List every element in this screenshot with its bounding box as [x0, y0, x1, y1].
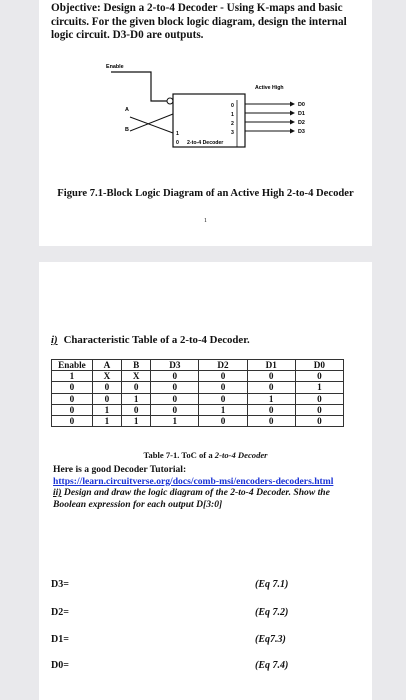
table-cell: 0: [52, 416, 93, 427]
output-d0-arrow: [290, 102, 295, 107]
table-cell: 0: [52, 404, 93, 415]
table-cell: 0: [247, 382, 295, 393]
output-d1-arrow: [290, 111, 295, 116]
objective-text: Objective: Design a 2-to-4 Decoder - Using K-maps and basic circuits. For the given block logic diagram, design the internal logic circuit. D3-D0 are outputs.: [51, 2, 347, 42]
table-cell: 0: [199, 371, 247, 382]
table-cell: X: [122, 371, 151, 382]
output-d1-label: D1: [298, 111, 305, 117]
table-cell: 1: [92, 404, 121, 415]
design-task: [53, 487, 363, 510]
input-a-label: A: [125, 107, 129, 113]
table-cell: X: [92, 371, 121, 382]
output-pin-3: 3: [231, 130, 234, 136]
table-row: [52, 393, 344, 404]
enable-label: Enable: [106, 64, 124, 70]
equation-number: (Eq 7.1): [255, 579, 289, 590]
header-d0: D0: [295, 360, 343, 371]
decoder-block-diagram: [39, 0, 372, 185]
table-caption-italic: 2-to-4 Decoder: [214, 450, 268, 460]
table-cell: 0: [199, 393, 247, 404]
section-title: Characteristic Table of a 2-to-4 Decoder.: [63, 334, 250, 346]
header-a: A: [92, 360, 121, 371]
table-cell: 0: [151, 404, 199, 415]
header-d1: D1: [247, 360, 295, 371]
truth-table: [51, 359, 344, 427]
table-cell: 1: [247, 393, 295, 404]
enable-bubble: [167, 98, 173, 104]
table-cell: 1: [122, 416, 151, 427]
table-cell: 0: [295, 416, 343, 427]
table-cell: 1: [52, 371, 93, 382]
table-cell: 1: [295, 382, 343, 393]
section-heading: [51, 334, 250, 346]
table-cell: 0: [52, 393, 93, 404]
decoder-name-label: 2-to-4 Decoder: [187, 140, 224, 146]
equation-number: (Eq 7.2): [255, 607, 289, 618]
table-caption-prefix: Table 7-1. ToC of a: [143, 450, 215, 460]
table-row: [52, 371, 344, 382]
equation-lhs: D1=: [51, 634, 69, 645]
table-cell: 0: [151, 393, 199, 404]
table-row: [52, 382, 344, 393]
table-cell: 0: [122, 382, 151, 393]
table-cell: 1: [199, 404, 247, 415]
table-cell: 0: [295, 371, 343, 382]
header-d3: D3: [151, 360, 199, 371]
table-cell: 0: [247, 416, 295, 427]
table-cell: 1: [92, 416, 121, 427]
input-pin-1: 1: [176, 131, 179, 137]
table-cell: 0: [92, 393, 121, 404]
page-two: [39, 262, 372, 700]
table-cell: 0: [295, 393, 343, 404]
output-d2-label: D2: [298, 120, 305, 126]
output-d3-arrow: [290, 129, 295, 134]
table-cell: 0: [247, 404, 295, 415]
table-cell: 1: [151, 416, 199, 427]
output-d0-label: D0: [298, 102, 305, 108]
output-pin-2: 2: [231, 121, 234, 127]
tutorial-block: [53, 464, 363, 510]
header-d2: D2: [199, 360, 247, 371]
figure-caption: Figure 7.1-Block Logic Diagram of an Active High 2-to-4 Decoder: [57, 188, 354, 199]
table-cell: 0: [92, 382, 121, 393]
table-caption: [39, 450, 372, 460]
input-b-wire: [130, 114, 173, 131]
output-d3-label: D3: [298, 129, 305, 135]
input-pin-0: 0: [176, 140, 179, 146]
active-high-label: Active High: [255, 85, 284, 91]
table-header-row: [52, 360, 344, 371]
tutorial-intro: Here is a good Decoder Tutorial:: [53, 464, 187, 475]
header-enable: Enable: [52, 360, 93, 371]
table-cell: 0: [199, 382, 247, 393]
equation-lhs: D0=: [51, 660, 69, 671]
header-b: B: [122, 360, 151, 371]
enable-wire: [111, 72, 167, 101]
table-cell: 0: [295, 404, 343, 415]
page-number: 1: [204, 218, 207, 224]
table-cell: 0: [122, 404, 151, 415]
table-cell: 0: [151, 382, 199, 393]
table-row: [52, 404, 344, 415]
input-a-wire: [130, 117, 173, 133]
page-one: [39, 0, 372, 246]
equation-lhs: D2=: [51, 607, 69, 618]
section-number: i): [51, 334, 58, 346]
tutorial-link[interactable]: https://learn.circuitverse.org/docs/comb-msi/encoders-decoders.html: [53, 475, 334, 487]
table-cell: 0: [151, 371, 199, 382]
equation-lhs: D3=: [51, 579, 69, 590]
table-cell: 1: [122, 393, 151, 404]
table-row: [52, 416, 344, 427]
output-pin-0: 0: [231, 103, 234, 109]
output-pin-1: 1: [231, 112, 234, 118]
output-d2-arrow: [290, 120, 295, 125]
design-task-text: Design and draw the logic diagram of the 2-to-4 Decoder. Show the Boolean expression for each output D[3:0]: [53, 487, 330, 510]
design-task-number: ii): [53, 487, 62, 498]
table-cell: 0: [247, 371, 295, 382]
input-b-label: B: [125, 127, 129, 133]
equation-number: (Eq 7.4): [255, 660, 289, 671]
table-cell: 0: [52, 382, 93, 393]
equation-number: (Eq7.3): [255, 634, 286, 645]
table-cell: 0: [199, 416, 247, 427]
